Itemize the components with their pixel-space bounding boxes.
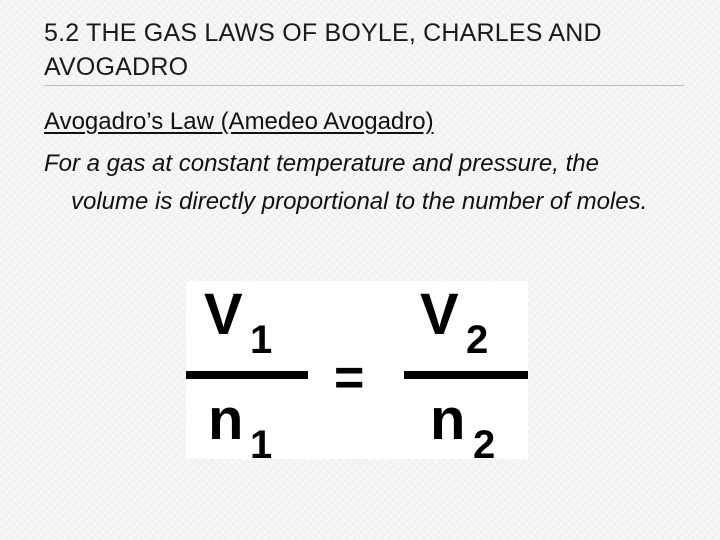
left-denominator-subscript: 1 (250, 423, 273, 459)
avogadro-equation-image (186, 281, 528, 459)
slide-title-line-1: 5.2 THE GAS LAWS OF BOYLE, CHARLES AND (44, 19, 602, 47)
slide-title-line-2: AVOGADRO (44, 53, 189, 81)
slide-title (44, 16, 684, 84)
law-heading: Avogadro’s Law (Amedeo Avogadro) (44, 108, 434, 135)
right-denominator-subscript: 2 (473, 423, 496, 459)
right-fraction-bar (404, 371, 528, 379)
title-divider (44, 85, 684, 86)
law-statement: For a gas at constant temperature and pressure, the volume is directly proportional to the number of moles. (44, 150, 648, 215)
left-numerator: V (204, 282, 243, 347)
left-fraction-bar (186, 371, 308, 379)
equals-sign: = (334, 349, 365, 407)
right-numerator: V (420, 282, 459, 347)
left-denominator: n (208, 387, 244, 452)
left-numerator-subscript: 1 (250, 318, 273, 362)
right-numerator-subscript: 2 (466, 318, 489, 362)
right-denominator: n (430, 387, 466, 452)
